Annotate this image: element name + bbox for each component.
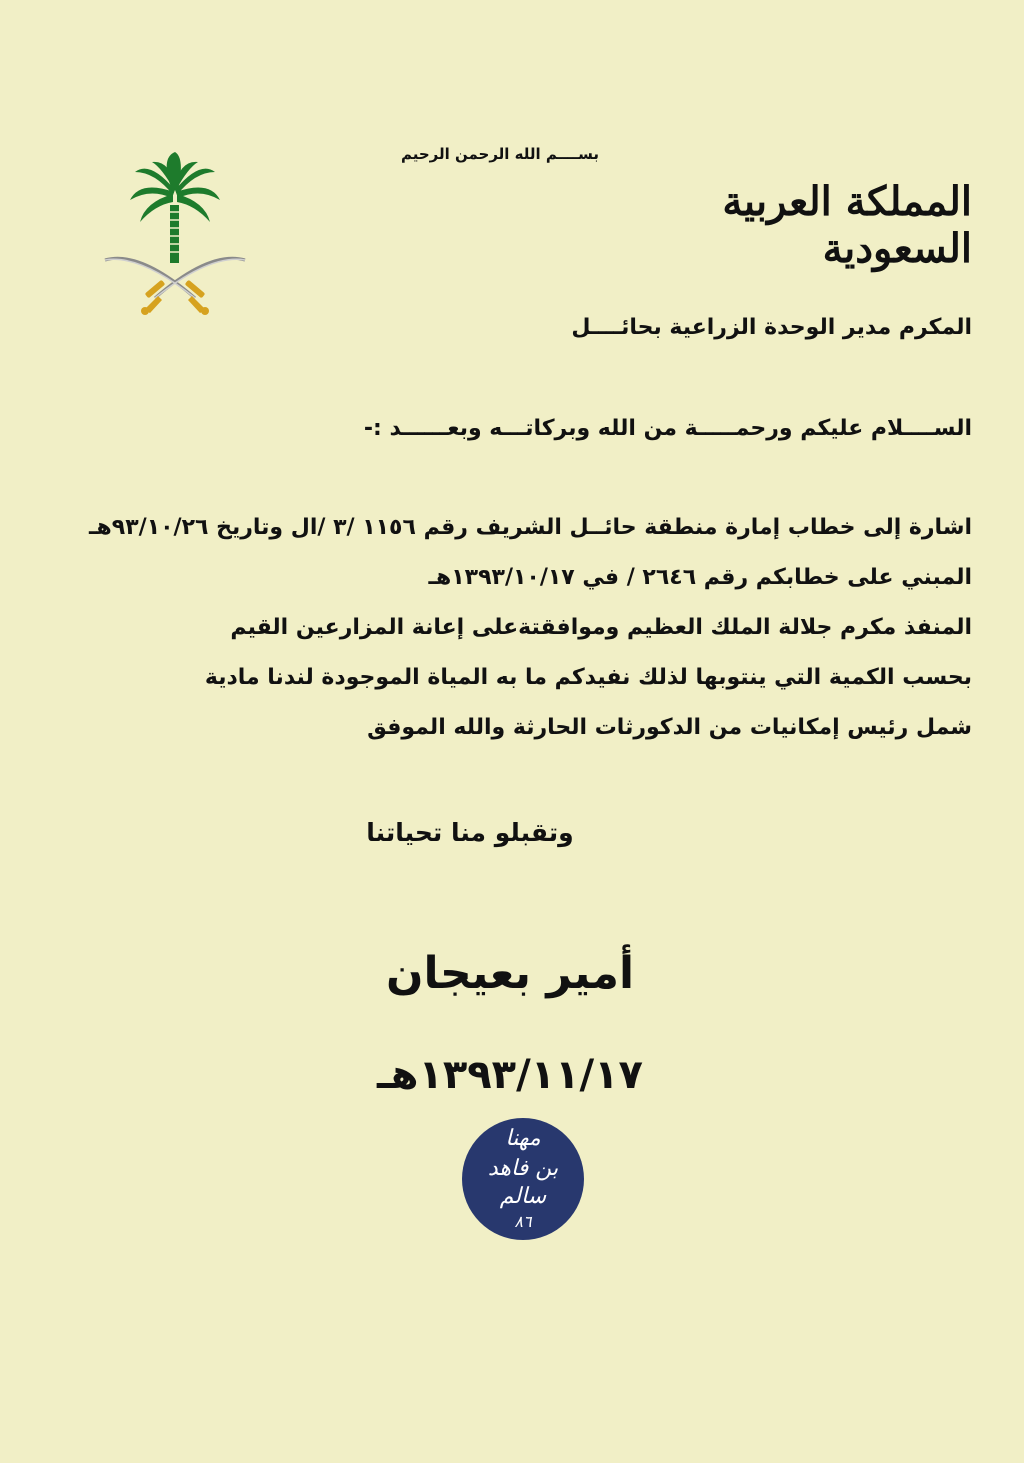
body-line: المنفذ مكرم جلالة الملك العظيم وموافقتةعلى إعانة المزارعين القيم	[230, 615, 972, 640]
seal-stamp	[462, 1118, 584, 1240]
body-line: شمل رئيس إمكانيات من الدكورثات الحارثة والله الموفق	[367, 715, 972, 740]
body-line: اشارة إلى خطاب إمارة منطقة حائــل الشريف رقم ١١٥٦ /٣ /ال وتاريخ ٩٣/١٠/٢٦هـ	[89, 515, 972, 540]
recipient-line: المكرم مدير الوحدة الزراعية بحائــــل	[571, 315, 972, 340]
palm-tree-icon	[130, 152, 220, 263]
sender-name: أمير بعيجان	[385, 948, 635, 999]
kingdom-title: المملكة العربية السعودية	[722, 178, 972, 272]
saudi-emblem-icon	[100, 150, 250, 315]
closing-thanks: وتقبلو منا تحياتنا	[366, 818, 574, 847]
crossed-swords-icon	[105, 258, 245, 315]
seal-line: سالم	[499, 1184, 547, 1209]
body-line: المبني على خطابكم رقم ٢٦٤٦ / في ١٣٩٣/١٠/١٧هـ	[428, 565, 972, 590]
seal-line: مهنا	[505, 1126, 541, 1151]
letter-date: ١٣٩٣/١١/١٧هـ	[377, 1052, 643, 1098]
seal-line: ٨٦	[514, 1212, 532, 1231]
body-line: بحسب الكمية التي ينتوبها لذلك نفيدكم ما به المياة الموجودة لندنا مادية	[204, 665, 972, 690]
seal-line: بن فاهد	[487, 1156, 559, 1181]
greeting-line: الســــلام عليكم ورحمـــــة من الله وبركاتـــه وبعــــــد :-	[363, 416, 972, 441]
basmala: بســــم الله الرحمن الرحيم	[400, 145, 600, 163]
